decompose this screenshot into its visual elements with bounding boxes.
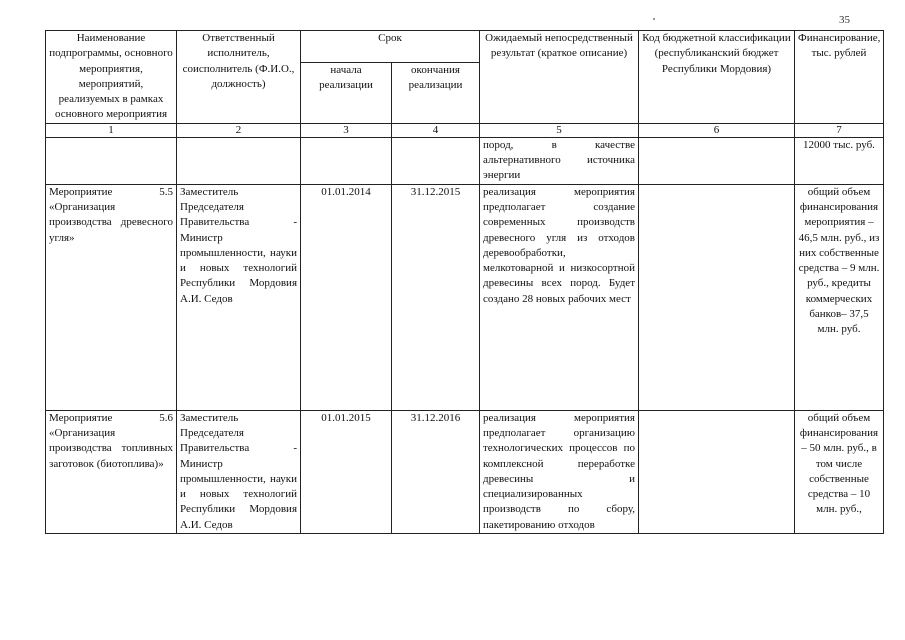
column-number: 3 (301, 123, 392, 137)
header-term-group: Срок (301, 31, 480, 63)
expected-result-cell: реализация мероприятия предполагает организацию технологических процессов по комплексной переработке древесины и специализированных производств по сбору, пакетированию отходов (480, 410, 639, 533)
column-number: 5 (480, 123, 639, 137)
column-number: 1 (46, 123, 177, 137)
activity-name-cell: Мероприятие 5.6 «Организация производства топливных заготовок (биотоплива)» (46, 410, 177, 533)
table-row (46, 184, 884, 410)
finance-cell: общий объем финансирования мероприятия – 46,5 млн. руб., из них собственные средства – 9 млн. руб., кредиты коммерческих банков– 37,5 млн. руб. (795, 184, 884, 410)
start-date-cell: 01.01.2015 (301, 410, 392, 533)
end-date-cell (392, 137, 480, 184)
budget-code-cell (639, 184, 795, 410)
start-date-cell: 01.01.2014 (301, 184, 392, 410)
table-row (46, 137, 884, 184)
column-number-row (46, 123, 884, 137)
header-budget-code-column: Код бюджетной классификации (республиканский бюджет Республики Мордовия) (639, 31, 795, 124)
finance-cell: общий объем финансирования – 50 млн. руб., в том числе собственные средства – 10 млн. руб., (795, 410, 884, 533)
finance-cell: 12000 тыс. руб. (795, 137, 884, 184)
program-activities-table (45, 30, 884, 534)
header-end-column: окончания реализации (392, 62, 480, 123)
end-date-cell: 31.12.2016 (392, 410, 480, 533)
header-start-column: начала реализации (301, 62, 392, 123)
end-date-cell: 31.12.2015 (392, 184, 480, 410)
column-number: 4 (392, 123, 480, 137)
table-row (46, 410, 884, 533)
scan-speck (653, 18, 655, 20)
column-number: 2 (177, 123, 301, 137)
executor-cell (177, 137, 301, 184)
executor-cell: Заместитель Председателя Правительства - Министр промышленности, науки и новых технологий Республики Мордовия А.И. Седов (177, 410, 301, 533)
start-date-cell (301, 137, 392, 184)
header-row-top (46, 31, 884, 63)
column-number: 6 (639, 123, 795, 137)
header-name-column: Наименование подпрограммы, основного мероприятия, мероприятий, реализуемых в рамках основного мероприятия (46, 31, 177, 124)
budget-code-cell (639, 410, 795, 533)
column-number: 7 (795, 123, 884, 137)
expected-result-cell: пород, в качестве альтернативного источника энергии (480, 137, 639, 184)
activity-name-cell: Мероприятие 5.5 «Организация производства древесного угля» (46, 184, 177, 410)
executor-cell: Заместитель Председателя Правительства - Министр промышленности, науки и новых технологий Республики Мордовия А.И. Седов (177, 184, 301, 410)
expected-result-cell: реализация мероприятия предполагает создание современных производств древесного угля из отходов деревообработки, мелкотоварной и низкосортной древесины всех пород. Будет создано 28 новых рабочих мест (480, 184, 639, 410)
header-executor-column: Ответственный исполнитель, соисполнитель (Ф.И.О., должность) (177, 31, 301, 124)
header-result-column: Ожидаемый непосредственный результат (краткое описание) (480, 31, 639, 124)
header-finance-column: Финансирование, тыс. рублей (795, 31, 884, 124)
page-number: 35 (839, 14, 850, 26)
activity-name-cell (46, 137, 177, 184)
budget-code-cell (639, 137, 795, 184)
